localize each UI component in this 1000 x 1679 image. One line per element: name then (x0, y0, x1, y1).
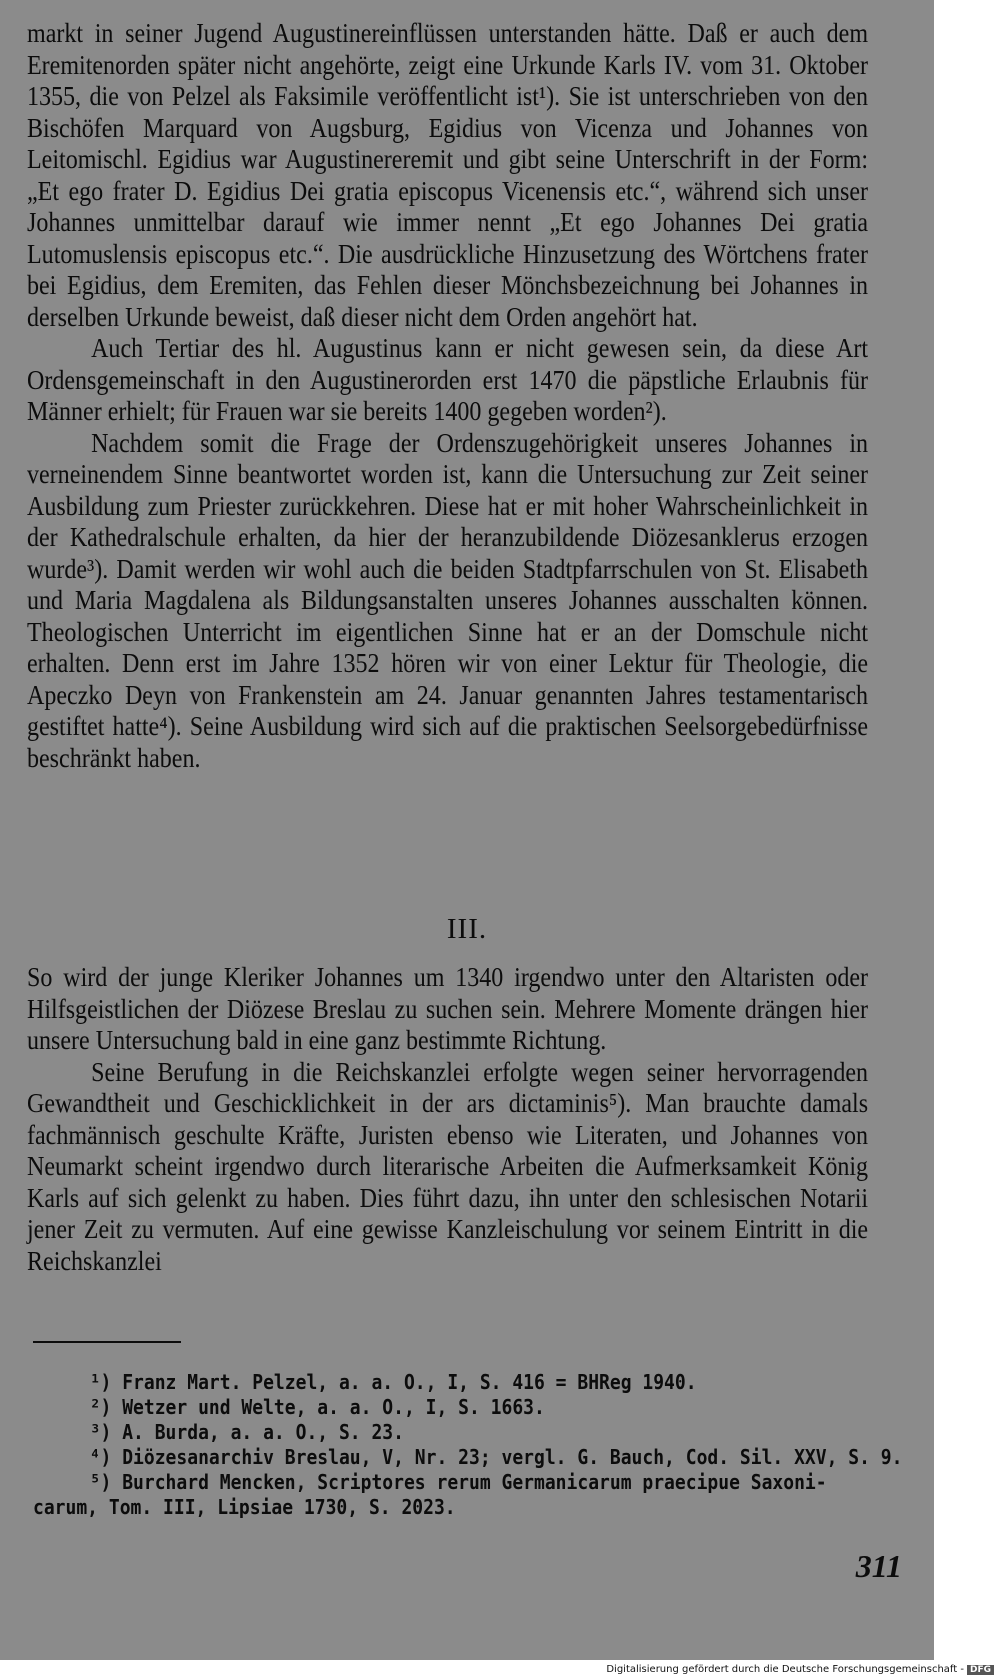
digitization-credit (0, 1664, 994, 1675)
footnotes (33, 1370, 915, 1520)
body-text-top (27, 18, 868, 774)
page-number: 311 (855, 1548, 902, 1584)
footnote-3: ³) A. Burda, a. a. O., S. 23. (89, 1420, 404, 1444)
paragraph-4: So wird der junge Kleriker Johannes um 1340 irgendwo unter den Altaristen oder Hilfsgeistlichen der Diözese Breslau zu suchen sein. Mehrere Momente drängen hier unsere Untersuchung bald in eine ganz bestimmte Richtung. (27, 962, 869, 1055)
footnote-5: ⁵) Burchard Mencken, Scriptores rerum Germanicarum praecipue Saxoni- (89, 1470, 827, 1494)
credit-text: Digitalisierung gefördert durch die Deutsche Forschungsgemeinschaft - (606, 1664, 964, 1675)
dfg-logo-icon: DFG (967, 1665, 994, 1675)
paragraph-1: markt in seiner Jugend Augustinereinflüssen unterstanden hätte. Daß er auch dem Eremitenorden später nicht angehörte, zeigt eine Urkunde Karls IV. vom 31. Oktober 1355, die von Pelzel als Faksimile veröffentlicht ist¹). Sie ist unterschrieben von den Bischöfen Marquard von Augsburg, Egidius von Vicenza und Johannes von Leitomischl. Egidius war Augustinereremit und gibt seine Unterschrift in der Form: „Et ego frater D. Egidius Dei gratia episcopus Vicenensis etc.“, während sich unser Johannes unmittelbar darauf wie immer nennt „Et ego Johannes Dei gratia Lutomuslensis episcopus etc.“. Die ausdrückliche Hinzusetzung des Wörtchens frater bei Egidius, dem Eremiten, das Fehlen dieser Mönchsbezeichnung bei Johannes in derselben Urkunde beweist, daß dieser nicht dem Orden angehört hat. (27, 18, 869, 332)
footnote-4: ⁴) Diözesanarchiv Breslau, V, Nr. 23; vergl. G. Bauch, Cod. Sil. XXV, S. 9. (89, 1445, 903, 1469)
paragraph-5: Seine Berufung in die Reichskanzlei erfolgte wegen seiner hervorragenden Gewandtheit und Geschicklichkeit in der ars dictaminis⁵). Man brauchte damals fachmännisch geschulte Kräfte, Juristen ebenso wie Literaten, und Johannes von Neumarkt scheint irgendwo durch literarische Arbeiten die Aufmerksamkeit König Karls auf sich gelenkt zu haben. Dies führt dazu, ihn unter den schlesischen Notarii jener Zeit zu vermuten. Auf eine gewisse Kanzleischulung vor seinem Eintritt in die Reichskanzlei (27, 1056, 869, 1276)
footnote-separator (33, 1341, 181, 1343)
footnote-1: ¹) Franz Mart. Pelzel, a. a. O., I, S. 416 = BHReg 1940. (89, 1370, 697, 1394)
footnote-2: ²) Wetzer und Welte, a. a. O., I, S. 1663. (89, 1395, 545, 1419)
body-text-bottom (27, 962, 868, 1277)
paragraph-3: Nachdem somit die Frage der Ordenszugehörigkeit unseres Johannes in verneinendem Sinne beantwortet worden ist, kann die Untersuchung zur Zeit seiner Ausbildung zum Priester zurückkehren. Diese hat er mit hoher Wahrscheinlichkeit in der Kathedralschule erhalten, da hier der heranzubildende Diözesanklerus erzogen wurde³). Damit werden wir wohl auch die beiden Stadtpfarrschulen von St. Elisabeth und Maria Magdalena als Bildungsanstalten unseres Johannes ausschalten können. Theologischen Unterricht im eigentlichen Sinne hat er an der Domschule nicht erhalten. Denn erst im Jahre 1352 hören wir von einer Lektur für Theologie, die Apeczko Deyn von Frankenstein am 24. Januar genannten Jahres testamentarisch gestiftet hatte⁴). Seine Ausbildung wird sich auf die praktischen Seelsorgebedürfnisse beschränkt haben. (27, 427, 869, 773)
section-heading: III. (446, 913, 488, 945)
footnote-5-continuation: carum, Tom. III, Lipsiae 1730, S. 2023. (33, 1495, 456, 1519)
paragraph-2: Auch Tertiar des hl. Augustinus kann er nicht gewesen sein, da diese Art Ordensgemeinschaft in den Augustinerorden erst 1470 die päpstliche Erlaubnis für Männer erhielt; für Frauen war sie bereits 1400 gegeben worden²). (27, 333, 869, 426)
